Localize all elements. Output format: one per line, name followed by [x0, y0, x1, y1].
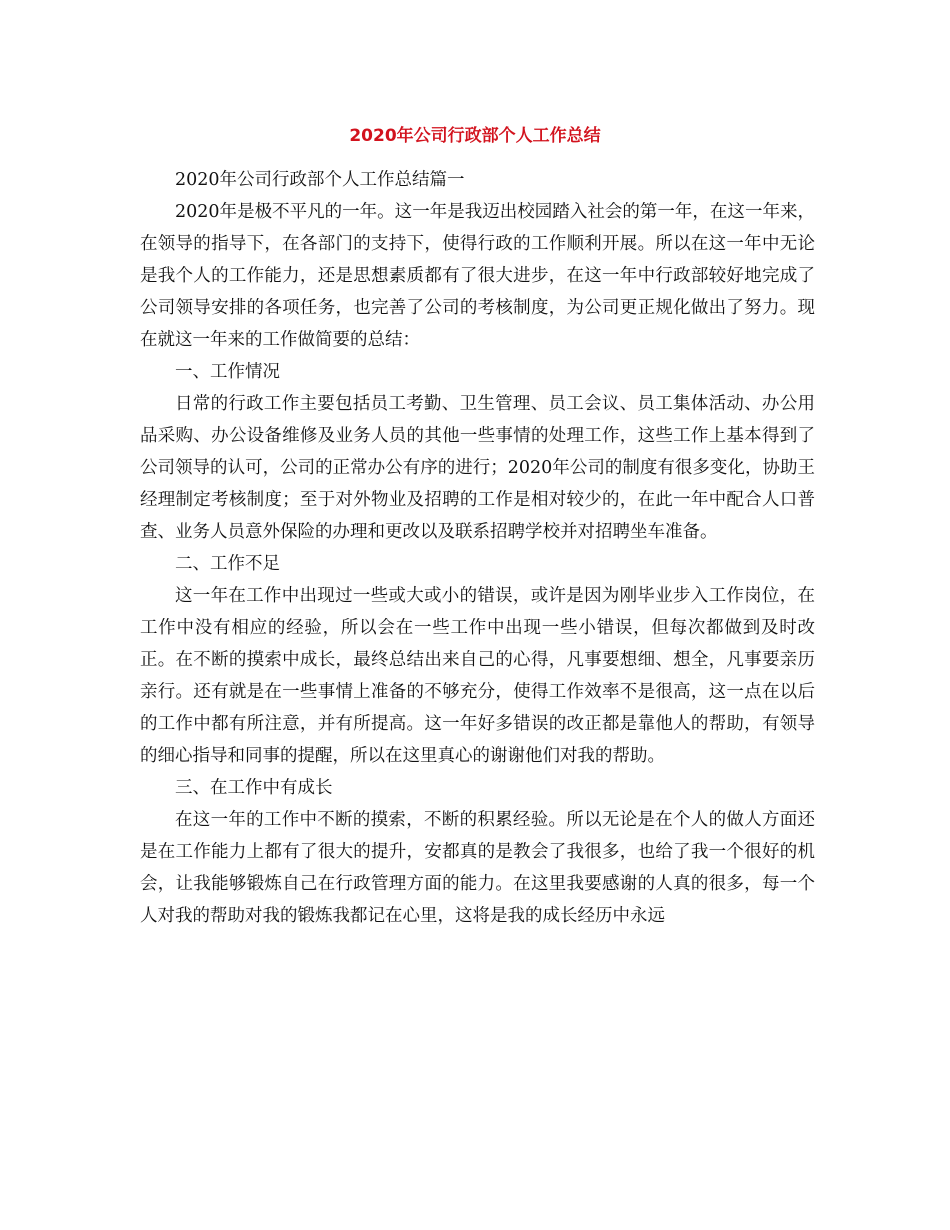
body-paragraph: 2020年是极不平凡的一年。这一年是我迈出校园踏入社会的第一年，在这一年来，在领导的指导下，在各部门的支持下，使得行政的工作顺利开展。所以在这一年中无论是我个人的工作能力，还是思想素质都有了很大进步，在这一年中行政部较好地完成了公司领导安排的各项任务，也完善了公司的考核制度，为公司更正规化做出了努力。现在就这一年来的工作做简要的总结： [140, 202, 815, 350]
body-paragraph: 在这一年的工作中不断的摸索，不断的积累经验。所以无论是在个人的做人方面还是在工作能力上都有了很大的提升，安都真的是教会了我很多，也给了我一个很好的机会，让我能够锻炼自己在行政管理方面的能力。在这里我要感谢的人真的很多，每一个人对我的帮助对我的锻炼我都记在心里，这将是我的成长经历中永远 [140, 810, 815, 926]
section-heading: 二、工作不足 [175, 554, 280, 574]
body-paragraph: 日常的行政工作主要包括员工考勤、卫生管理、员工会议、员工集体活动、办公用品采购、办公设备维修及业务人员的其他一些事情的处理工作，这些工作上基本得到了公司领导的认可，公司的正常办公有序的进行；2020年公司的制度有很多变化，协助王经理制定考核制度；至于对外物业及招聘的工作是相对较少的，在此一年中配合人口普查、业务人员意外保险的办理和更改以及联系招聘学校并对招聘坐车准备。 [140, 394, 815, 542]
section-heading: 一、工作情况 [175, 362, 280, 382]
section-heading: 2020年公司行政部个人工作总结篇一 [175, 170, 465, 190]
section-heading: 三、在工作中有成长 [175, 778, 333, 798]
body-paragraph: 这一年在工作中出现过一些或大或小的错误，或许是因为刚毕业步入工作岗位，在工作中没有相应的经验，所以会在一些工作中出现一些小错误，但每次都做到及时改正。在不断的摸索中成长，最终总结出来自己的心得，凡事要想细、想全，凡事要亲历亲行。还有就是在一些事情上准备的不够充分，使得工作效率不是很高，这一点在以后的工作中都有所注意，并有所提高。这一年好多错误的改正都是靠他人的帮助，有领导的细心指导和同事的提醒，所以在这里真心的谢谢他们对我的帮助。 [140, 586, 815, 766]
document-body [140, 157, 815, 932]
document-title: 2020年公司行政部个人工作总结 [349, 126, 601, 146]
